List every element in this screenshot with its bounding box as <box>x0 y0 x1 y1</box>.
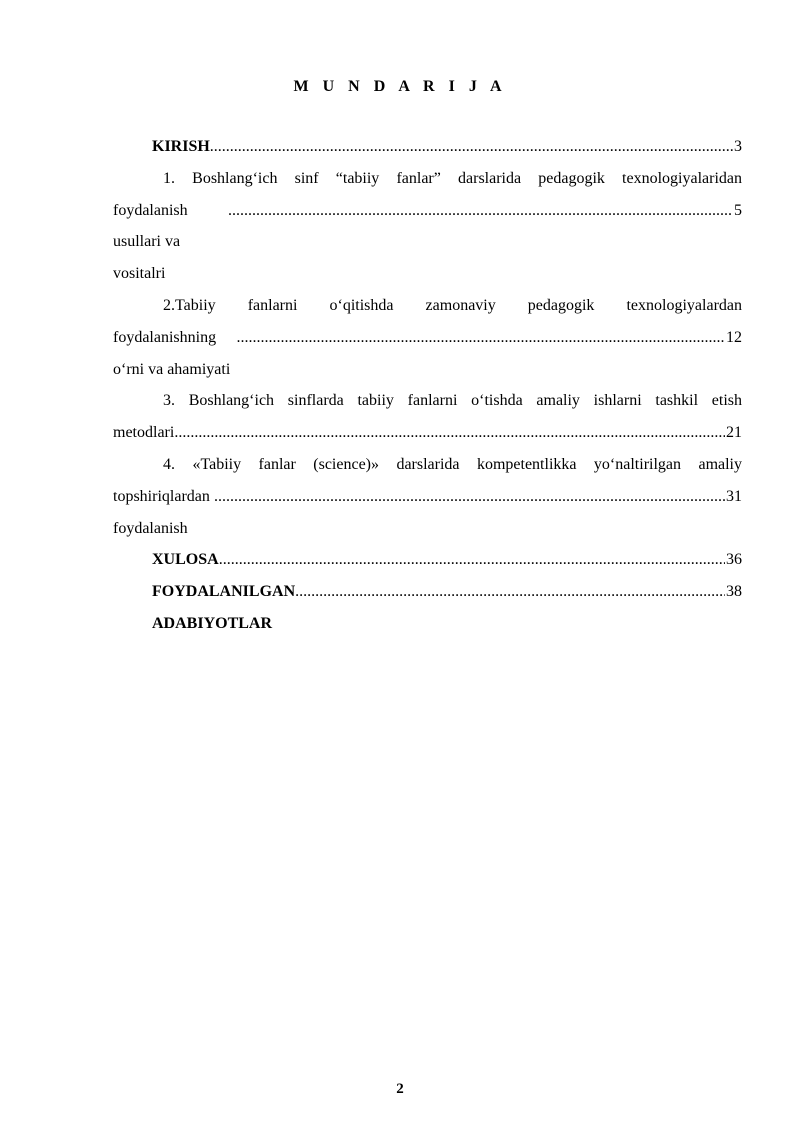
toc-page-number: 12 <box>726 328 742 346</box>
toc-entry-intro[interactable] <box>113 131 742 163</box>
toc-entry-text-continued: metodlari <box>113 424 175 442</box>
toc-entry-references[interactable] <box>113 576 742 640</box>
toc-entry-chapter-4[interactable] <box>113 449 742 544</box>
table-of-contents <box>113 131 742 640</box>
toc-entry-chapter-3[interactable] <box>113 385 742 449</box>
toc-entry-label: FOYDALANILGAN ADABIYOTLAR <box>152 583 296 632</box>
toc-page-number: 5 <box>734 201 742 219</box>
page-title: M U N D A R I J A <box>293 78 507 95</box>
toc-page-number: 31 <box>726 487 742 505</box>
toc-entry-label: KIRISH <box>152 138 210 155</box>
page-number: 2 <box>396 1081 404 1097</box>
toc-entry-text: 2.Tabiiy fanlarni o‘qitishda zamonaviy pedagogik texnologiyalardan <box>163 296 742 314</box>
toc-entry-text: 3. Boshlang‘ich sinflarda tabiiy fanlarni o‘tishda amaliy ishlarni tashkil etish <box>163 392 742 410</box>
toc-entry-text-continued: topshiriqlardan foydalanish <box>113 487 210 537</box>
toc-page-number: 21 <box>726 424 742 442</box>
toc-page-number: 38 <box>726 583 742 601</box>
toc-entry-conclusion[interactable] <box>113 544 742 576</box>
dot-leader <box>219 544 725 576</box>
toc-page-number: 36 <box>726 551 742 569</box>
toc-entry-text: 1. Boshlang‘ich sinf “tabiiy fanlar” darslarida pedagogik texnologiyalaridan <box>163 169 742 187</box>
toc-entry-label: XULOSA <box>152 551 219 569</box>
toc-entry-chapter-2[interactable] <box>113 290 742 385</box>
toc-entry-text: 4. «Tabiiy fanlar (science)» darslarida kompetentlikka yo‘naltirilgan amaliy <box>163 455 742 473</box>
dot-leader <box>228 195 733 227</box>
toc-entry-text-continued: foydalanish usullari va vositalri <box>113 201 188 283</box>
toc-entry-text-continued: foydalanishning o‘rni va ahamiyati <box>113 328 231 378</box>
toc-page-number: 3 <box>734 138 742 155</box>
dot-leader <box>174 417 725 449</box>
toc-entry-chapter-1[interactable] <box>113 163 742 290</box>
dot-leader <box>295 576 725 608</box>
dot-leader <box>210 131 733 163</box>
dot-leader <box>236 322 725 354</box>
dot-leader <box>214 481 725 513</box>
